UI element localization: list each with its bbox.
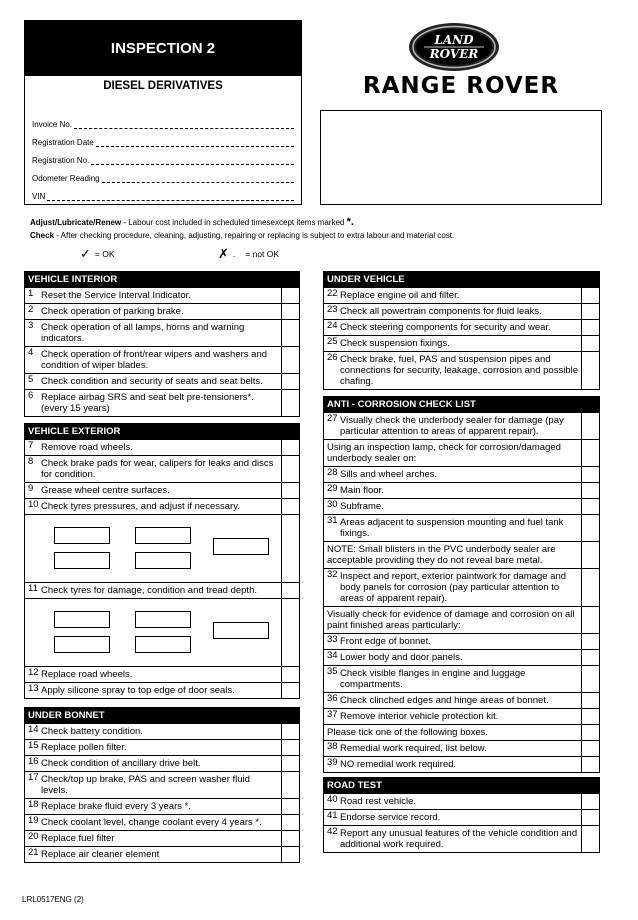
checklist-row [25, 389, 299, 416]
item-text: Check tyres for damage, condition and tread depth. [41, 585, 257, 596]
anti-corrosion-section [323, 396, 600, 773]
item-text: Lower body and door panels. [340, 652, 463, 663]
item-text: Remove interior vehicle protection kit. [340, 711, 499, 722]
item-text: Areas adjacent to suspension mounting and fuel tank fixings. [340, 517, 564, 539]
item-text: Check steering components for security and wear. [340, 322, 551, 333]
checklist-row [25, 346, 299, 373]
check-box[interactable] [281, 499, 299, 514]
note-text: NOTE: Small blisters in the PVC underbody sealer are acceptable providing they do not reveal bare metal. [327, 544, 556, 566]
item-number: 10 [28, 499, 39, 510]
item-number: 31 [327, 515, 338, 526]
check-box[interactable] [581, 483, 599, 498]
checklist-row [324, 793, 599, 809]
item-number: 20 [28, 831, 39, 842]
check-box[interactable] [281, 374, 299, 389]
item-text: Check condition and security of seats and seat belts. [41, 376, 263, 387]
item-text: Main floor. [340, 485, 384, 496]
item-number: 9 [28, 483, 34, 494]
check-box[interactable] [281, 440, 299, 455]
item-text: Inspect and report, exterior paintwork for damage and body panels for corrosion (pay particular attention to areas of apparent repair). [340, 571, 567, 604]
item-number: 36 [327, 693, 338, 704]
checklist-row [324, 633, 599, 649]
item-text: Report any unusual features of the vehicle condition and additional work required. [340, 828, 578, 850]
checklist-row [25, 739, 299, 755]
check-box[interactable] [281, 320, 299, 346]
check-box [581, 440, 599, 466]
section-title: UNDER VEHICLE [324, 272, 599, 287]
item-number: 34 [327, 650, 338, 661]
check-box[interactable] [581, 634, 599, 649]
item-number: 26 [327, 352, 338, 363]
item-text: Remedial work required, list below. [340, 743, 487, 754]
check-box[interactable] [281, 847, 299, 862]
field-label: Registration No. [32, 156, 90, 165]
item-number: 18 [28, 799, 39, 810]
section-title: UNDER BONNET [25, 708, 299, 723]
checklist-row [25, 682, 299, 698]
tyre-box-front-left[interactable] [54, 527, 110, 544]
check-box[interactable] [281, 772, 299, 798]
checklist-row [324, 412, 599, 439]
check-box[interactable] [281, 483, 299, 498]
registration-no-field[interactable] [32, 156, 294, 165]
note-row [324, 606, 599, 633]
tick-icon: ✓ [80, 246, 91, 261]
checklist-row [324, 514, 599, 541]
item-number: 27 [327, 413, 338, 424]
item-text: NO remedial work required. [340, 759, 457, 770]
tyre-box-front-right[interactable] [135, 527, 191, 544]
item-text: Check/top up brake, PAS and screen washer fluid levels. [41, 774, 250, 796]
check-box[interactable] [581, 352, 599, 389]
checklist-row [25, 771, 299, 798]
check-box[interactable] [581, 709, 599, 724]
item-number: 14 [28, 724, 39, 735]
check-box [581, 725, 599, 740]
item-number: 32 [327, 569, 338, 580]
item-text: Replace airbag SRS and seat belt pre-tensioners*. (every 15 years) [41, 392, 254, 414]
item-text: Replace air cleaner element [41, 849, 160, 860]
item-number: 25 [327, 336, 338, 347]
page-subtitle: DIESEL DERIVATIVES [103, 80, 223, 92]
note-text: Visually check for evidence of damage and corrosion on all paint finished areas particularly: [327, 609, 575, 631]
check-legend: Check - After checking procedure, cleaning, adjusting, repairing or replacing is subject to extra labour and material cost. [30, 231, 455, 240]
checklist-row [25, 723, 299, 739]
checklist-row [25, 498, 299, 514]
field-label: Invoice No. [32, 120, 73, 129]
checklist-row [324, 482, 599, 498]
item-number: 23 [327, 304, 338, 315]
item-number: 2 [28, 304, 34, 315]
note-row [324, 724, 599, 740]
tyre-box-rear-left[interactable] [54, 552, 110, 569]
item-number: 15 [28, 740, 39, 751]
note-text: Please tick one of the following boxes. [327, 727, 489, 738]
land-rover-logo [408, 22, 500, 72]
item-text: Check all powertrain components for fluid leaks. [340, 306, 542, 317]
vehicle-exterior-section [24, 423, 300, 699]
check-box[interactable] [281, 724, 299, 739]
check-box[interactable] [581, 515, 599, 541]
registration-date-field[interactable] [32, 138, 294, 147]
item-text: Replace pollen filter. [41, 742, 127, 753]
item-number: 38 [327, 741, 338, 752]
note-row [324, 439, 599, 466]
check-box[interactable] [281, 288, 299, 303]
check-box[interactable] [281, 456, 299, 482]
item-number: 42 [327, 826, 338, 837]
item-text: Subframe. [340, 501, 384, 512]
odometer-field[interactable] [32, 174, 294, 183]
tyre-pressure-diagram [25, 514, 299, 582]
checklist-row [25, 287, 299, 303]
item-number: 19 [28, 815, 39, 826]
cross-icon: ✗ [218, 246, 229, 261]
logo-text-top: LAND [434, 33, 474, 47]
field-label: Odometer Reading [32, 174, 100, 183]
checklist-row [25, 814, 299, 830]
item-number: 30 [327, 499, 338, 510]
check-box[interactable] [581, 304, 599, 319]
item-text: Check battery condition. [41, 726, 143, 737]
item-text: Reset the Service Interval Indicator. [41, 290, 191, 301]
item-text: Grease wheel centre surfaces. [41, 485, 170, 496]
under-vehicle-section [323, 271, 600, 390]
checklist-row [25, 830, 299, 846]
checklist-row [324, 756, 599, 772]
item-text: Visually check the underbody sealer for damage (pay particular attention to areas of apparent repair). [340, 415, 564, 437]
section-title: ROAD TEST [324, 778, 599, 793]
item-text: Sills and wheel arches. [340, 469, 438, 480]
section-title: ANTI - CORROSION CHECK LIST [324, 397, 599, 412]
checklist-row [324, 665, 599, 692]
item-number: 11 [28, 583, 38, 594]
item-number: 28 [327, 467, 338, 478]
check-box[interactable] [281, 740, 299, 755]
tyre-box-front-right[interactable] [135, 611, 191, 628]
item-number: 33 [327, 634, 338, 645]
checklist-row [324, 708, 599, 724]
checklist-row [324, 740, 599, 756]
check-box[interactable] [581, 794, 599, 809]
tyre-box-rear-left[interactable] [54, 636, 110, 653]
tyre-box-rear-right[interactable] [135, 636, 191, 653]
item-text: Replace engine oil and filter. [340, 290, 460, 301]
check-box[interactable] [281, 390, 299, 416]
check-box[interactable] [281, 667, 299, 682]
item-text: Replace road wheels. [41, 669, 133, 680]
check-box[interactable] [581, 741, 599, 756]
invoice-field[interactable] [32, 120, 294, 129]
item-number: 6 [28, 390, 34, 401]
check-box[interactable] [281, 683, 299, 698]
item-text: Check operation of front/rear wipers and washers and condition of wiper blades. [41, 349, 268, 371]
checklist-row [324, 649, 599, 665]
checklist-row [25, 755, 299, 771]
tyre-box-spare[interactable] [213, 622, 269, 639]
item-text: Check coolant level, change coolant every 4 years *. [41, 817, 262, 828]
checklist-row [25, 582, 299, 598]
item-text: Remove road wheels. [41, 442, 133, 453]
item-number: 24 [327, 320, 338, 331]
check-box[interactable] [581, 288, 599, 303]
checklist-row [25, 439, 299, 455]
check-box[interactable] [581, 336, 599, 351]
item-number: 40 [327, 794, 338, 805]
checklist-row [324, 692, 599, 708]
field-label: Registration Date [32, 138, 94, 147]
road-test-section [323, 777, 600, 853]
logo-text-bottom: ROVER [429, 47, 479, 61]
item-text: Check tyres pressures, and adjust if necessary. [41, 501, 240, 512]
checklist-row [324, 466, 599, 482]
item-text: Check suspension fixings. [340, 338, 450, 349]
checklist-row [25, 798, 299, 814]
item-text: Check operation of all lamps, horns and warning indicators. [41, 322, 245, 344]
checklist-row [324, 498, 599, 514]
item-number: 13 [28, 683, 39, 694]
item-number: 5 [28, 374, 34, 385]
item-text: Check visible flanges in engine and luggage compartments. [340, 668, 526, 690]
check-box[interactable] [281, 831, 299, 846]
item-number: 3 [28, 320, 34, 331]
check-box[interactable] [581, 693, 599, 708]
checklist-row [324, 351, 599, 389]
item-text: Replace brake fluid every 3 years *. [41, 801, 191, 812]
ok-legend: ✓ = OK [80, 246, 115, 261]
item-text: Replace fuel filter [41, 833, 115, 844]
check-box[interactable] [581, 810, 599, 825]
item-number: 41 [327, 810, 338, 821]
item-number: 1 [28, 288, 34, 299]
check-box[interactable] [581, 650, 599, 665]
item-text: Apply silicone spray to top edge of door seals. [41, 685, 235, 696]
item-text: Endorse service record. [340, 812, 441, 823]
section-title: VEHICLE INTERIOR [25, 272, 299, 287]
item-text: Check brake, fuel, PAS and suspension pipes and connections for security, leakage, corrosion and possible chafing. [340, 354, 578, 387]
item-number: 4 [28, 347, 34, 358]
tyre-box-front-left[interactable] [54, 611, 110, 628]
check-box[interactable] [581, 413, 599, 439]
checklist-row [25, 455, 299, 482]
check-box[interactable] [581, 757, 599, 772]
not-ok-legend: ✗ . = not OK [218, 246, 280, 261]
item-text: Check clinched edges and hinge areas of bonnet. [340, 695, 549, 706]
vin-field[interactable] [32, 192, 294, 201]
item-number: 35 [327, 666, 338, 677]
check-box[interactable] [581, 569, 599, 606]
checklist-row [324, 809, 599, 825]
item-number: 8 [28, 456, 34, 467]
tyre-box-spare[interactable] [213, 538, 269, 555]
dealer-stamp-box[interactable] [320, 110, 602, 205]
note-text: Using an inspection lamp, check for corrosion/damaged underbody sealer on: [327, 442, 561, 464]
checklist-row [25, 666, 299, 682]
item-text: Road rest vehicle. [340, 796, 417, 807]
check-box[interactable] [581, 826, 599, 852]
checklist-row [324, 287, 599, 303]
note-row [324, 541, 599, 568]
adjust-legend: Adjust/Lubricate/Renew - Labour cost included in scheduled timesexcept items marked *. [30, 216, 354, 228]
checklist-row [324, 319, 599, 335]
check-box [581, 607, 599, 633]
under-bonnet-section [24, 707, 300, 863]
check-box[interactable] [581, 666, 599, 692]
item-number: 21 [28, 847, 39, 858]
check-box[interactable] [281, 347, 299, 373]
tyre-box-rear-right[interactable] [135, 552, 191, 569]
brand-name: RANGE ROVER [362, 73, 560, 99]
tyre-condition-diagram [25, 598, 299, 666]
item-text: Check brake pads for wear, calipers for leaks and discs for condition. [41, 458, 274, 480]
check-box [581, 542, 599, 568]
item-text: Front edge of bonnet. [340, 636, 431, 647]
checklist-row [25, 303, 299, 319]
item-text: Check operation of parking brake. [41, 306, 184, 317]
checklist-row [324, 568, 599, 606]
field-label: VIN [32, 192, 46, 201]
check-box[interactable] [581, 467, 599, 482]
item-number: 22 [327, 288, 338, 299]
check-box[interactable] [581, 499, 599, 514]
section-title: VEHICLE EXTERIOR [25, 424, 299, 439]
checklist-row [324, 303, 599, 319]
form-code: LRL0517ENG (2) [22, 895, 84, 904]
item-number: 29 [327, 483, 338, 494]
checklist-row [324, 825, 599, 852]
check-box[interactable] [281, 583, 299, 598]
item-number: 16 [28, 756, 39, 767]
check-box[interactable] [281, 304, 299, 319]
checklist-row [25, 846, 299, 862]
vehicle-interior-section [24, 271, 300, 417]
checklist-row [25, 319, 299, 346]
checklist-row [324, 335, 599, 351]
page-title: INSPECTION 2 [24, 20, 302, 76]
check-box[interactable] [281, 756, 299, 771]
check-box[interactable] [281, 815, 299, 830]
item-number: 39 [327, 757, 338, 768]
item-number: 7 [28, 440, 34, 451]
checklist-row [25, 482, 299, 498]
check-box[interactable] [581, 320, 599, 335]
item-number: 12 [28, 667, 39, 678]
item-number: 37 [327, 709, 338, 720]
checklist-row [25, 373, 299, 389]
item-text: Check condition of ancillary drive belt. [41, 758, 201, 769]
item-number: 17 [28, 772, 39, 783]
check-box[interactable] [281, 799, 299, 814]
